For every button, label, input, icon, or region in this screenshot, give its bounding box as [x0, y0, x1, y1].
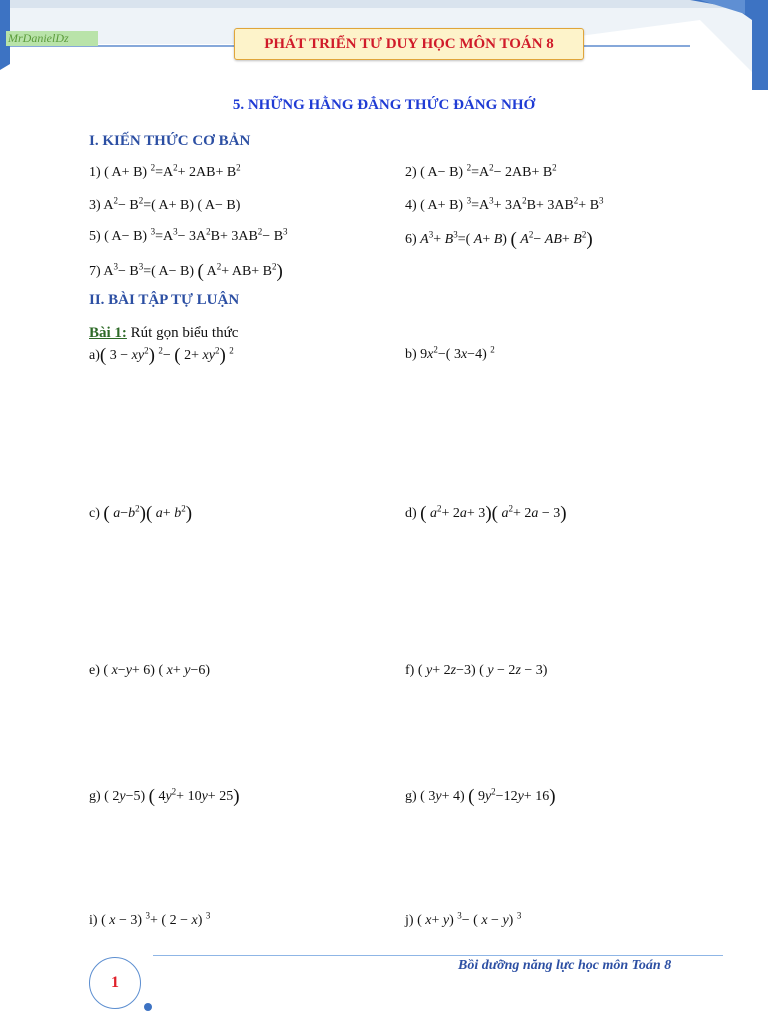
exercise-item-j: j) ( x+ y) $^3$− ( x − y) $^3$ — [405, 910, 522, 928]
exercise-item-c: c) ( $a-b^2$)( $a+ b^2$) — [89, 503, 193, 524]
formula-5: 5) ( A− B) $^3=A^3- 3A^2B+ 3AB^2- B^3$ — [89, 226, 288, 244]
footer-divider — [153, 955, 723, 956]
header-title: PHÁT TRIỂN TƯ DUY HỌC MÔN TOÁN 8 — [234, 28, 584, 60]
exercise-label: Bài 1: — [89, 325, 127, 341]
page-number: 1 — [89, 957, 141, 1009]
exercise-item-i: i) ( x − 3) $^3$+ ( 2 − x) $^3$ — [89, 910, 211, 928]
formula-7: 7) $A^3- B^3=$( A− B) ( $A^2+ AB+ B^2$) — [89, 261, 283, 282]
formula-4: 4) ( A+ B) $^3=A^3+ 3A^2B+ 3AB^2+ B^3$ — [405, 195, 604, 213]
formula-3: 3) $A^2- B^2=$( A+ B) ( A− B) — [89, 195, 241, 213]
exercise-item-a: a)( $3 - xy^2$) $^2$− ( $2+ xy^2$) $^2$ — [89, 345, 234, 366]
exercise-item-e: e) ( x−y+ 6) ( x+ y−6) — [89, 663, 211, 678]
exercise-item-d: d) ( $a^2+ 2a+ 3$)( $a^2+ 2a - 3$) — [405, 503, 567, 524]
formula-6: 6) $A^3+ B^3=$( A+ B) ( $A^2- AB+ B^2$) — [405, 229, 593, 250]
exercise-item-g1: g) ( 2y−5) ( $4y^2+ 10y+ 25$) — [89, 786, 240, 807]
exercise-item-b: b) $9x^2-$( 3x−4) $^2$ — [405, 344, 495, 362]
page-dot-decoration — [144, 1003, 152, 1011]
exercise-1-header — [89, 325, 238, 342]
exercise-item-g2: g) ( 3y+ 4) ( $9y^2-12y+ 16$) — [405, 786, 556, 807]
part1-heading: I. KIẾN THỨC CƠ BẢN — [89, 133, 251, 149]
exercise-item-f: f) ( y+ 2z−3) ( y − 2z − 3) — [405, 663, 548, 678]
exercise-instruction: Rút gọn biểu thức — [130, 325, 239, 341]
formula-1: 1) ( A+ B) $^2=A^2+ 2AB+ B^2$ — [89, 162, 241, 180]
watermark-label: MrDanielDz — [6, 31, 98, 46]
footer-subtitle: Bồi dưỡng năng lực học môn Toán 8 — [458, 958, 672, 973]
section-title: 5. NHỮNG HẰNG ĐẲNG THỨC ĐÁNG NHỚ — [232, 97, 536, 113]
part2-heading: II. BÀI TẬP TỰ LUẬN — [89, 292, 240, 308]
formula-2: 2) ( A− B) $^2=A^2- 2AB+ B^2$ — [405, 162, 557, 180]
